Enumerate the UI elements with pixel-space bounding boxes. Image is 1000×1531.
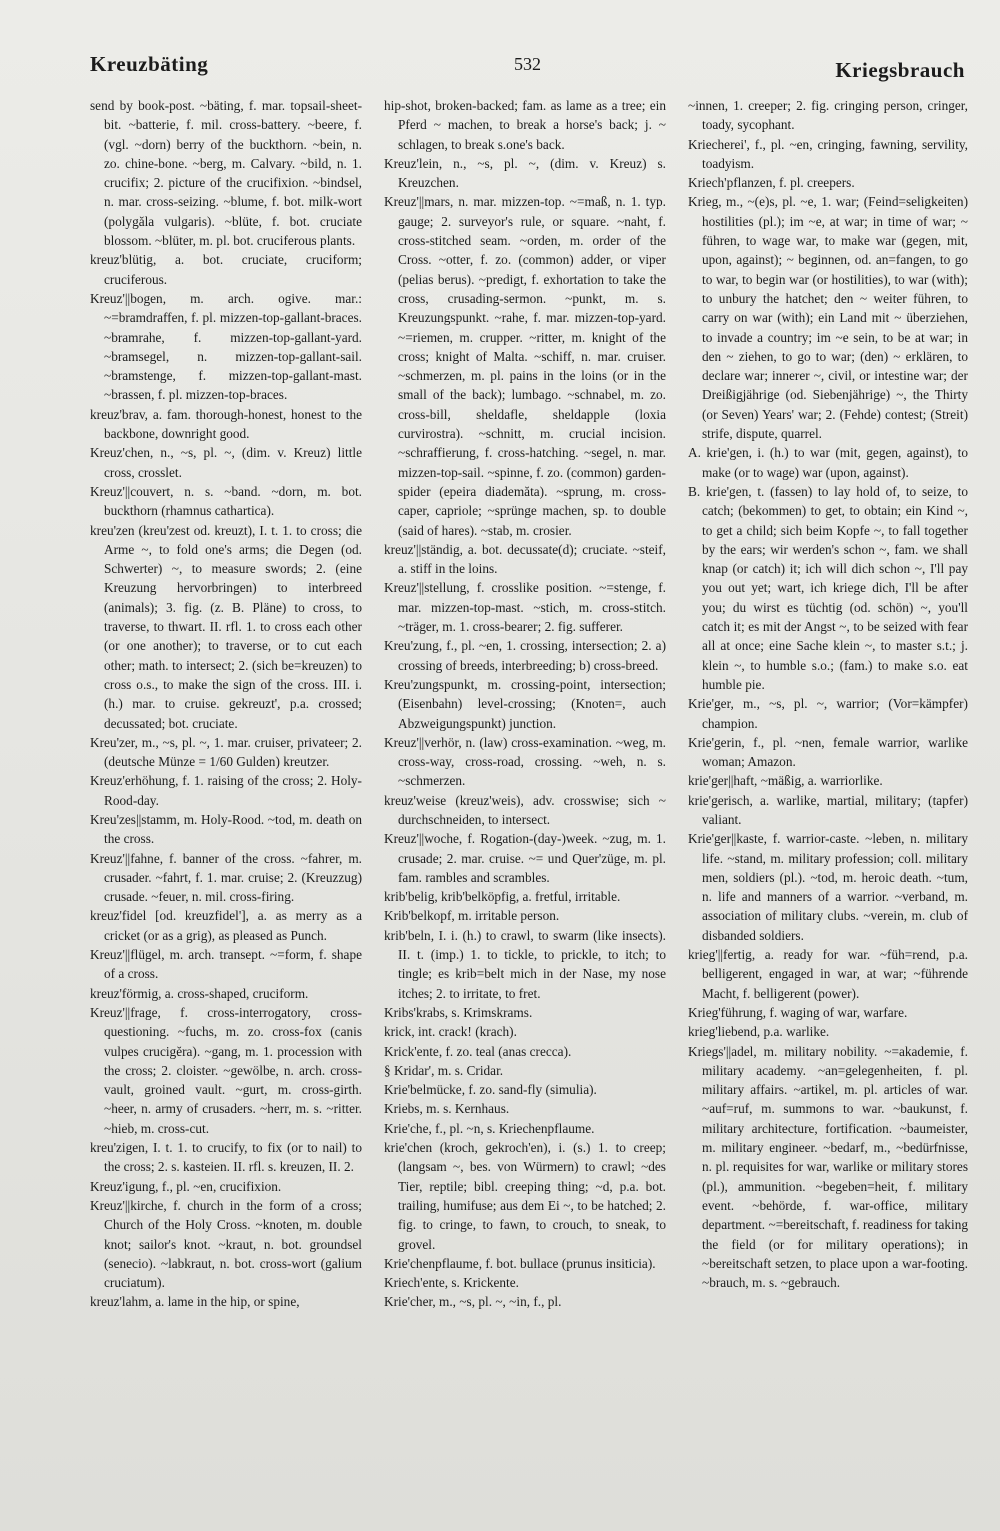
- dictionary-entry: kreuz'lahm, a. lame in the hip, or spine,: [90, 1294, 300, 1310]
- dictionary-entry: Kreuz'||woche, f. Rogation-(day-)week. ~zug, m. 1. crusade; 2. mar. cruise. ~= und Quer'züge, m. pl. fam. rambles and scrambles.: [384, 831, 666, 885]
- dictionary-entry: Kreu'zes||stamm, m. Holy-Rood. ~tod, m. death on the cross.: [90, 811, 362, 847]
- column-middle: [384, 96, 666, 1506]
- dictionary-entry: A. krie'gen, i. (h.) to war (mit, gegen, against), to make (or to wage) war (upon, against).: [688, 445, 968, 480]
- dictionary-entry: krie'gerisch, a. warlike, martial, military; (tapfer) valiant.: [688, 792, 968, 827]
- column-right: [688, 96, 968, 1506]
- header-right-catchword: Kriegsbrauch: [835, 58, 965, 82]
- dictionary-entry: Kreuz'||bogen, m. arch. ogive. mar.: ~=bramdraffen, f. pl. mizzen-top-gallant-braces. ~bramrahe, f. mizzen-top-gallant-yard. ~bramsegel, n. mizzen-top-gallant-sail. ~bramstenge, f. mizzen-top-gallant-mast. ~brassen, f. pl. mizzen-top-braces.: [90, 290, 362, 403]
- dictionary-entry: Kreu'zung, f., pl. ~en, 1. crossing, intersection; 2. a) crossing of breeds, interbreeding; b) cross-breed.: [384, 638, 666, 673]
- dictionary-entry: Kreuz'||frage, f. cross-interrogatory, cross-questioning. ~fuchs, m. zo. cross-fox (canis vulpes crucigĕra). ~gang, m. 1. procession with the cross; 2. cloister. ~gewölbe, n. arch. cross-vault, groined vault. ~gurt, m. cross-girth. ~heer, n. army of crusaders. ~herr, m. s. ~ritter. ~hieb, m. cross-cut.: [90, 1004, 362, 1136]
- dictionary-entry: Krie'gerin, f., pl. ~nen, female warrior, warlike woman; Amazon.: [688, 734, 968, 770]
- dictionary-entry: Kreu'zer, m., ~s, pl. ~, 1. mar. cruiser, privateer; 2. (deutsche Münze = 1/60 Gulden) kreutzer.: [90, 734, 362, 770]
- dictionary-entry: Kreuz'lein, n., ~s, pl. ~, (dim. v. Kreuz) s. Kreuzchen.: [384, 155, 666, 191]
- dictionary-entry: kreuz'blütig, a. bot. cruciate, cruciform; cruciferous.: [90, 252, 362, 287]
- dictionary-entry: Kreuz'erhöhung, f. 1. raising of the cross; 2. Holy-Rood-day.: [90, 773, 362, 808]
- dictionary-entry: Krib'belkopf, m. irritable person.: [384, 908, 560, 924]
- dictionary-entry: kreuz'fidel [od. kreuzfidel'], a. as merry as a cricket (or as a grig), as pleased as Punch.: [90, 908, 362, 943]
- dictionary-entry: Kriecherei', f., pl. ~en, cringing, fawning, servility, toadyism.: [688, 136, 968, 171]
- dictionary-entry: Kriech'ente, s. Krickente.: [384, 1275, 519, 1291]
- dictionary-entry: ~innen, 1. creeper; 2. fig. cringing person, cringer, toady, sycophant.: [688, 98, 968, 133]
- dictionary-entry: krib'belig, krib'belköpfig, a. fretful, irritable.: [384, 889, 621, 905]
- dictionary-entry: Kreu'zungspunkt, m. crossing-point, intersection; (Eisenbahn) level-crossing; (Knoten=, auch Abzweigungspunkt) junction.: [384, 676, 666, 731]
- dictionary-entry: Kreuz'||couvert, n. s. ~band. ~dorn, m. bot. buckthorn (rhamnus cathartica).: [90, 483, 362, 519]
- dictionary-entry: Krie'belmücke, f. zo. sand-fly (simulia).: [384, 1082, 597, 1098]
- dictionary-entry: krie'chen (kroch, gekroch'en), i. (s.) 1. to creep; (langsam ~, bes. von Würmern) to crawl; ~des Tier, reptile; bibl. creeping thing; ~d, p.a. bot. trailing, humifuse; aus dem Ei ~, to be hatched; 2. fig. to cringe, to fawn, to crouch, to sneak, to grovel.: [384, 1140, 666, 1252]
- dictionary-entry: kreuz'förmig, a. cross-shaped, cruciform.: [90, 985, 309, 1001]
- dictionary-entry: krieg'||fertig, a. ready for war. ~füh=rend, p.a. belligerent, engaged in war, at war; ~führende Macht, f. belligerent (power).: [688, 947, 968, 1001]
- text-columns: [90, 96, 968, 1506]
- dictionary-entry: Krieg'führung, f. waging of war, warfare.: [688, 1004, 908, 1020]
- dictionary-entry: kreu'zen (kreu'zest od. kreuzt), I. t. 1. to cross; die Arme ~, to fold one's arms; die Degen (od. Schwerter) ~, to measure swords; 2. (eine Kreuzung hervorbringen) to interbreed (animals); 3. fig. (z. B. Pläne) to cross, to traverse, to thwart. II. rfl. 1. to cross each other (or one another); to traverse, or to cut each other; math. to intersect; 2. (sich be=kreuzen) to cross o.s., to make the sign of the cross. III. i. (h.) mar. to cruise. gekreuzt', p.a. crossed; decussated; bot. cruciate.: [90, 522, 362, 731]
- dictionary-entry: Krick'ente, f. zo. teal (anas crecca).: [384, 1043, 572, 1059]
- dictionary-entry: send by book-post. ~bäting, f. mar. topsail-sheet-bit. ~batterie, f. mil. cross-battery. ~beere, f. (vgl. ~dorn) berry of the buckthorn. ~bein, n. zo. chine-bone. ~berg, m. Calvary. ~bild, n. 1. crucifix; 2. picture of the crucifixion. ~bindsel, n. mar. cross-seizing. ~blume, f. bot. milk-wort (polygăla vulgaris). ~blüte, f. bot. cruciate blossom. ~blüter, m. pl. bot. cruciferous plants.: [90, 98, 362, 249]
- dictionary-entry: Kreuz'igung, f., pl. ~en, crucifixion.: [90, 1178, 282, 1194]
- dictionary-entry: Krie'ger, m., ~s, pl. ~, warrior; (Vor=kämpfer) champion.: [688, 696, 968, 731]
- dictionary-entry: kreuz'||ständig, a. bot. decussate(d); cruciate. ~steif, a. stiff in the loins.: [384, 541, 666, 577]
- dictionary-entry: krick, int. crack! (krach).: [384, 1024, 517, 1040]
- dictionary-entry: Krieg, m., ~(e)s, pl. ~e, 1. war; (Feind=seligkeiten) hostilities (pl.); im ~e, at war; in time of war; ~ führen, to wage war, to make war (gegen, mit, upon, against); ~ beginnen, od. an=fangen, to go to war, to begin war (or hostilities), to war (with); to unbury the hatchet; den ~ weiter führen, to carry on war (with); ein Land mit ~ überziehen, to invade a country; im ~e sein, to be at war; in den ~ ziehen, to go to war; (den) ~ erklären, to declare war; innerer ~, civil, or intestine war; der Dreißigjährige (od. Siebenjährige) ~, the Thirty (or Seven) Years' war; 2. (Fehde) contest; (Streit) strife, dispute, quarrel.: [688, 194, 968, 442]
- dictionary-entry: kreuz'brav, a. fam. thorough-honest, honest to the backbone, downright good.: [90, 406, 362, 442]
- page-number: 532: [514, 54, 541, 74]
- dictionary-entry: hip-shot, broken-backed; fam. as lame as a tree; ein Pferd ~ machen, to break a horse's back; j. ~ schlagen, to break s.one's back.: [384, 98, 666, 152]
- dictionary-entry: § Kridar', m. s. Cridar.: [384, 1062, 504, 1078]
- dictionary-entry: Kriech'pflanzen, f. pl. creepers.: [688, 175, 855, 191]
- dictionary-entry: Kreuz'||fahne, f. banner of the cross. ~fahrer, m. crusader. ~fahrt, f. 1. mar. cruise; 2. (Kreuzzug) crusade. ~feuer, n. mil. cross-firing.: [90, 850, 362, 905]
- dictionary-entry: krie'ger||haft, ~mäßig, a. warriorlike.: [688, 773, 883, 789]
- dictionary-entry: krieg'liebend, p.a. warlike.: [688, 1024, 830, 1040]
- page-header: [90, 52, 965, 88]
- dictionary-entry: Kriebs, m. s. Kernhaus.: [384, 1101, 510, 1117]
- dictionary-entry: Krie'cher, m., ~s, pl. ~, ~in, f., pl.: [384, 1294, 562, 1310]
- dictionary-entry: krib'beln, I. i. (h.) to crawl, to swarm (like insects). II. t. (imp.) 1. to tickle, to prickle, to itch; to tingle; es krib=belt mich in der Nase, my nose itches; 2. to irritate, to fret.: [384, 927, 666, 1001]
- dictionary-entry: Kreuz'||mars, n. mar. mizzen-top. ~=maß, n. 1. typ. gauge; 2. surveyor's rule, or square. ~naht, f. cross-stitched seam. ~orden, m. order of the Cross. ~otter, f. zo. (common) adder, or viper (pelias berus). ~predigt, f. exhortation to take the cross, crusading-sermon. ~punkt, m. s. Kreuzungspunkt. ~rahe, f. mar. mizzen-top-yard. ~=riemen, m. crupper. ~ritter, m. knight of the cross; knight of Malta. ~schiff, n. mar. cruiser. ~schmerzen, m. pl. pains in the loins (or in the small of the back); lumbago. ~schnabel, m. zo. cross-bill, sheldafle, sheldapple (loxia curvirostra). ~schnitt, m. crucial incision. ~schraffierung, f. cross-hatching. ~segel, n. mar. mizzen-top-sail. ~spinne, f. zo. (common) garden-spider (epeira diademăta). ~sprung, m. cross-caper, capriole; ~sprünge machen, sp. to double (said of hares). ~stab, m. crosier.: [384, 194, 666, 538]
- header-left-catchword: Kreuzbäting: [90, 52, 209, 76]
- dictionary-entry: B. krie'gen, t. (fassen) to lay hold of, to seize, to catch; (bekommen) to get, to obtain; ein Kind ~, to get a child; sich beim Kopfe ~, to fall together by the ears; wir werden's schon ~, fam. we shall knap (or catch) it; ich will dich schon ~, I'll pay you out yet; wart, ich kriege dich, I'll be after you; du wirst es tüchtig (od. schön) ~, you'll catch it; es mit der Angst ~, to be seized with fear all at once; eine Sache klein ~, to master s.t.; j. klein ~, to humble s.o.; (fam.) to make s.o. eat humble pie.: [688, 483, 968, 692]
- dictionary-entry: Krie'ger||kaste, f. warrior-caste. ~leben, n. military life. ~stand, m. military profession; coll. military men, soldiers (pl.). ~tod, m. heroic death. ~tum, n. life and manners of a warrior. ~verband, m. association of military clubs. ~verein, m. club of disbanded soldiers.: [688, 831, 968, 943]
- dictionary-entry: Kreuz'||kirche, f. church in the form of a cross; Church of the Holy Cross. ~knoten, m. double knot; sailor's knot. ~kraut, n. bot. groundsel (senecio). ~labkraut, n. bot. cross-wort (galium cruciatum).: [90, 1197, 362, 1291]
- dictionary-entry: Kreuz'chen, n., ~s, pl. ~, (dim. v. Kreuz) little cross, crosslet.: [90, 445, 362, 480]
- dictionary-entry: Krie'che, f., pl. ~n, s. Kriechenpflaume.: [384, 1120, 595, 1136]
- dictionary-entry: kreuz'weise (kreuz'weis), adv. crosswise; sich ~ durchschneiden, to intersect.: [384, 792, 666, 827]
- dictionary-entry: Kriegs'||adel, m. military nobility. ~=akademie, f. military academy. ~an=gelegenheiten, f. pl. military affairs. ~artikel, m. pl. articles of war. ~auf=ruf, m. summons to war. ~baukunst, f. military architecture, fortification. ~baumeister, m. military engineer. ~bedarf, m., ~bedürfnisse, n. pl. requisites for war, warlike or military stores (pl.), ammunition. ~begeben=heit, f. military event. ~behörde, f. war-office, military department. ~=bereitschaft, f. readiness for taking the field (or for military operations); in ~bereitschaft setzen, to place upon a war-footing. ~brauch, m. s. ~gebrauch.: [688, 1043, 968, 1291]
- dictionary-entry: Kreuz'||stellung, f. crosslike position. ~=stenge, f. mar. mizzen-top-mast. ~stich, m. cross-stitch. ~träger, m. 1. cross-bearer; 2. fig. sufferer.: [384, 580, 666, 635]
- dictionary-entry: Kreuz'||verhör, n. (law) cross-examination. ~weg, m. cross-way, cross-road, crossing. ~weh, n. s. ~schmerzen.: [384, 734, 666, 789]
- dictionary-entry: Kreuz'||flügel, m. arch. transept. ~=form, f. shape of a cross.: [90, 947, 362, 982]
- dictionary-entry: kreu'zigen, I. t. 1. to crucify, to fix (or to nail) to the cross; 2. s. kasteien. II. rfl. s. kreuzen, II. 2.: [90, 1140, 362, 1175]
- dictionary-entry: Kribs'krabs, s. Krimskrams.: [384, 1004, 533, 1020]
- dictionary-entry: Krie'chenpflaume, f. bot. bullace (prunus insiticia).: [384, 1255, 656, 1271]
- column-left: [90, 96, 362, 1506]
